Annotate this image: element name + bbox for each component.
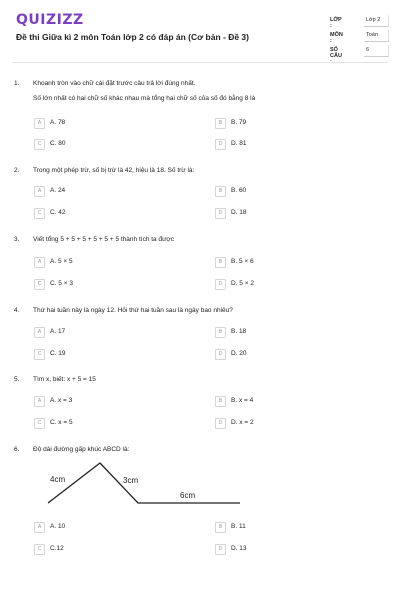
option-letter-box: C (34, 208, 45, 219)
question-text: Khoanh tròn vào chữ cái đặt trước câu trả lời đúng nhất. (33, 80, 196, 87)
option-letter-box: C (34, 139, 45, 150)
question-text: Tìm x, biết: x + 5 = 15 (33, 376, 96, 383)
option-text: B. 18 (231, 328, 247, 335)
option-letter-box: A (34, 522, 45, 533)
segment-label-bc: 3cm (123, 476, 139, 485)
option-text: A. 24 (50, 187, 66, 194)
option-text: D. x = 2 (231, 419, 254, 426)
question-text: Độ dài đường gấp khúc ABCD là: (33, 446, 130, 453)
option-text: C. 80 (50, 140, 66, 147)
option-text: B. 5 × 6 (231, 258, 254, 265)
meta-label: LỚP : (330, 17, 342, 29)
option-text: A. 17 (50, 328, 66, 335)
meta-label: MÔN : (330, 32, 343, 44)
option-letter-box: B (215, 118, 226, 129)
question-number: 3. (14, 236, 20, 243)
meta-label: SỐ CÂU : (330, 47, 342, 65)
option-text: C. 5 × 3 (50, 280, 73, 287)
meta-value: Lớp 2 (364, 15, 389, 27)
polyline-abcd (48, 463, 240, 503)
question-number: 2. (14, 167, 20, 174)
option-text: B. 60 (231, 187, 247, 194)
option-letter-box: C (34, 418, 45, 429)
option-letter-box: D (215, 544, 226, 555)
option-text: D. 18 (231, 209, 247, 216)
option-text: C. 19 (50, 350, 66, 357)
option-text: A. 10 (50, 523, 66, 530)
option-text: B. 79 (231, 119, 247, 126)
question-number: 1. (14, 80, 20, 87)
option-letter-box: D (215, 208, 226, 219)
option-text: B. x = 4 (231, 397, 254, 404)
option-letter-box: B (215, 186, 226, 197)
question-subtext: Số lớn nhất có hai chữ số khác nhau mà tổng hai chữ số của số đó bằng 8 là (33, 95, 256, 102)
question-number: 6. (14, 446, 20, 453)
option-text: D. 81 (231, 140, 247, 147)
question-number: 5. (14, 376, 20, 383)
option-letter-box: C (34, 279, 45, 290)
option-text: C. 42 (50, 209, 66, 216)
option-letter-box: A (34, 118, 45, 129)
segment-label-ab: 4cm (50, 475, 66, 484)
option-letter-box: B (215, 257, 226, 268)
quizizz-logo: QUIZIZZ (16, 12, 84, 28)
option-text: D. 13 (231, 545, 247, 552)
option-letter-box: D (215, 279, 226, 290)
header-divider (12, 62, 388, 63)
option-letter-box: A (34, 257, 45, 268)
option-letter-box: B (215, 396, 226, 407)
option-text: C.12 (50, 545, 64, 552)
option-text: A. 78 (50, 119, 66, 126)
option-letter-box: A (34, 186, 45, 197)
option-text: A. x = 3 (50, 397, 73, 404)
meta-value: 6 (364, 45, 389, 57)
option-letter-box: C (34, 544, 45, 555)
option-letter-box: A (34, 396, 45, 407)
meta-value: Toán (364, 30, 389, 42)
polyline-abcd-figure (40, 455, 250, 515)
question-number: 4. (14, 307, 20, 314)
option-letter-box: D (215, 418, 226, 429)
option-text: C. x = 5 (50, 419, 73, 426)
document-title: Đề thi Giữa kì 2 môn Toán lớp 2 có đáp án (Cơ bản - Đề 3) (16, 32, 249, 42)
question-text: Thứ hai tuần này là ngày 12. Hỏi thứ hai tuần sau là ngày bao nhiêu? (33, 307, 233, 314)
option-letter-box: B (215, 327, 226, 338)
option-text: D. 20 (231, 350, 247, 357)
option-letter-box: C (34, 349, 45, 360)
option-text: B. 11 (231, 523, 246, 530)
option-text: A. 5 × 5 (50, 258, 73, 265)
option-letter-box: D (215, 349, 226, 360)
option-text: D. 5 × 2 (231, 280, 254, 287)
question-text: Viết tổng 5 + 5 + 5 + 5 + 5 + 5 thành tích ta được (33, 236, 174, 243)
segment-label-cd: 6cm (180, 491, 196, 500)
option-letter-box: A (34, 327, 45, 338)
option-letter-box: B (215, 522, 226, 533)
question-text: Trong một phép trừ, số bị trừ là 42, hiệu là 18. Số trừ là: (33, 167, 195, 174)
option-letter-box: D (215, 139, 226, 150)
